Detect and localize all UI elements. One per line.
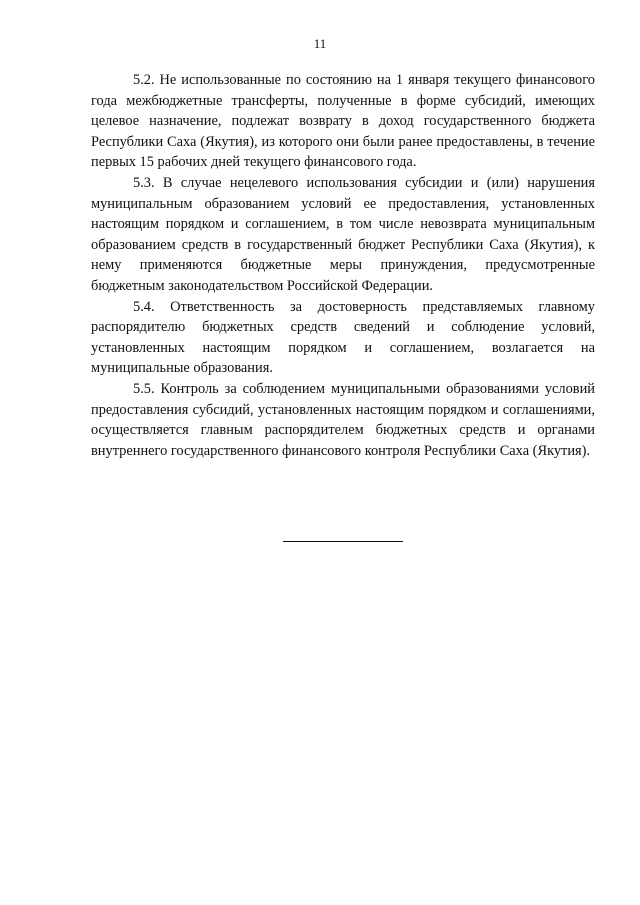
paragraph-5-4: 5.4. Ответственность за достоверность представляемых главному распорядителю бюджетных средств сведений и соблюдение условий, установленных настоящим порядком и соглашением, возлагается на муниципальные образования. <box>91 298 595 377</box>
page-number: 11 <box>313 36 327 51</box>
paragraph-5-2: 5.2. Не использованные по состоянию на 1 января текущего финансового года межбюджетные трансферты, полученные в форме субсидий, имеющих целевое назначение, подлежат возврату в доход государственного бюджета Республики Саха (Якутия), из которого они были ранее предоставлены, в течение первых 15 рабочих дней текущего финансового года. <box>91 72 595 171</box>
paragraph-5-5: 5.5. Контроль за соблюдением муниципальными образованиями условий предоставления субсидий, установленных настоящим порядком и соглашениями, осуществляется главным распорядителем бюджетных средств и органами внутреннего государственного финансового контроля Республики Саха (Якутия). <box>91 380 595 459</box>
end-separator-line <box>283 541 403 542</box>
paragraph-5-3: 5.3. В случае нецелевого использования субсидии и (или) нарушения муниципальным образованием условий ее предоставления, установленных настоящим порядком и соглашением, в том числе невозврата муниципальным образованием средств в государственный бюджет Республики Саха (Якутия), к нему применяются бюджетные меры принуждения, предусмотренные бюджетным законодательством Российской Федерации. <box>91 174 595 294</box>
document-body <box>91 70 595 461</box>
